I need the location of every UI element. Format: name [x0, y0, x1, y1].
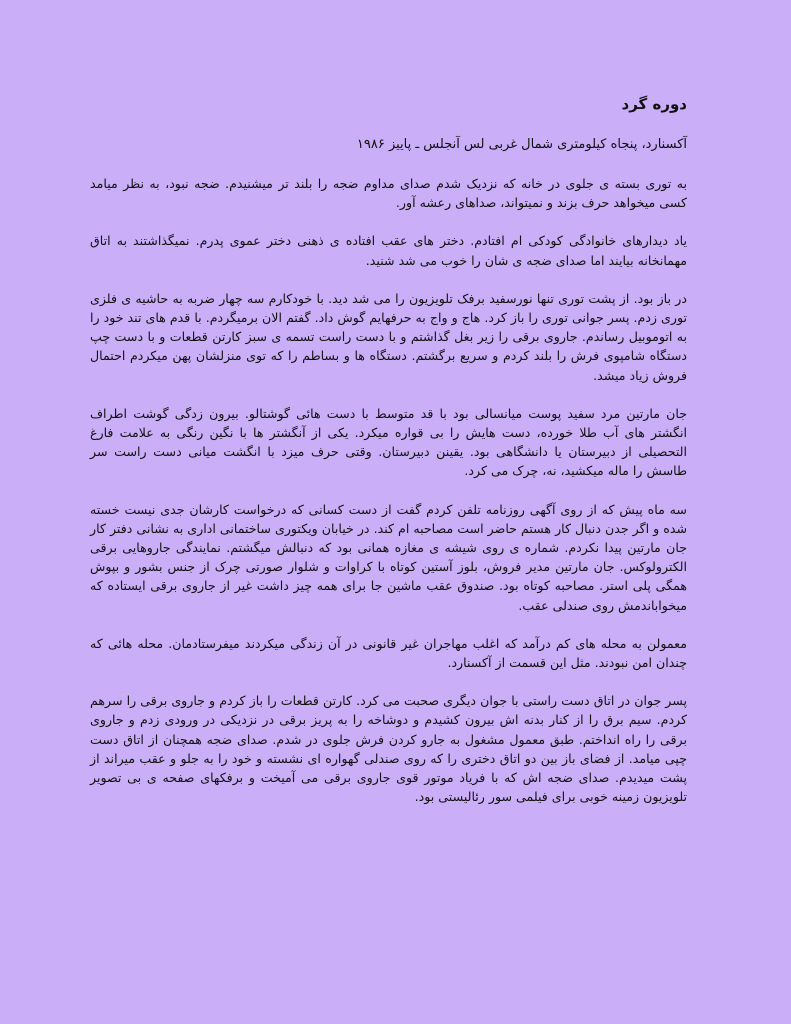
- paragraph-5: سه ماه پیش که از روی آگهی روزنامه تلفن کردم گفت از دست کسانی که درخواست کارشان جدی نیست خسته شده و اگر جدن دنبال کار هستم حاضر است مصاحبه ام کند. در خیابان ویکتوری ساختمانی اداری به نشانی دفتر کار جان مارتین پیدا نکردم. شماره ی روی شیشه ی مغازه همانی بود که دنبالش میگشتم. نمایندگی جاروهایی برقی الکترولوکس. جان مارتین مدیر فروش، بلوز آستین کوتاه با کراوات و شلوار صورتی چرک از جنس بشور و بپوش همگی پلی استر. مصاحبه کوتاه بود. صندوق عقب ماشین جا برای همه چیز داشت غیر از جاروی برقی ایستاده که میخواباندمش روی صندلی عقب.: [90, 501, 687, 613]
- paragraph-1: به توری بسته ی جلوی در خانه که نزدیک شدم صدای مداوم ضجه را بلند تر میشنیدم. ضجه نبود، به نظر میامد کسی میخواهد حرف بزند و نمیتواند، صداهای رعشه آور.: [90, 176, 687, 211]
- paragraph-7: پسر جوان در اتاق دست راستی با جوان دیگری صحبت می کرد. کارتن قطعات را باز کردم و جاروی برقی را سرهم کردم. سیم برق را از کنار بدنه اش بیرون کشیدم و دوشاخه را به پریز برقی در نزدیکی در ورودی زدم و جاروی برقی را راه انداختم. طبق معمول مشغول به جارو کردن فرش جلوی در شدم. صدای ضجه همچنان از اتاق دست چپی میامد. از فضای باز بین دو اتاق دختری را که روی صندلی گهواره ای نشسته و خود را به جلو و عقب میراند از پشت میدیدم. صدای ضجه اش که با فریاد موتور قوی جاروی برقی می آمیخت و برفکهای صفحه ی بی تصویر تلویزیون زمینه خوبی برای فیلمی سور رئالیستی بود.: [90, 693, 687, 805]
- paragraph-3: در باز بود. از پشت توری تنها نورسفید برفک تلویزیون را می شد دید. با خودکارم سه چهار ضربه به حاشیه ی فلزی توری زدم. پسر جوانی توری را باز کرد. هاج و واج به حرفهایم گوش داد. گفتم الان برمیگردم. با قدم های تند خود را به اتوموبیل رساندم. جاروی برقی را زیر بغل گذاشتم و با دست راست تسمه ی سبز کارتن قطعات و با دست چپ دستگاه شامپوی فرش را بلند کردم و سریع برگشتم. دستگاه ها و بساطم را که توی منزلشان پهن میکردم احتمال فروش زیاد میشد.: [90, 290, 687, 383]
- paragraph-2: یاد دیدارهای خانوادگی کودکی ام افتادم. دختر های عقب افتاده ی ذهنی دختر عموی پدرم. نمیگذاشتند به اتاق مهمانخانه بیایند اما صدای ضجه ی شان را خوب می شد شنید.: [90, 233, 687, 268]
- story-title: دوره گرد: [621, 95, 687, 113]
- story-location-dateline: آکسنارد، پنجاه کیلومتری شمال غربی لس آنجلس ـ پاییز ۱۹۸۶: [356, 137, 687, 152]
- paragraph-6: معمولن به محله های کم درآمد که اغلب مهاجران غیر قانونی در آن زندگی میکردند میفرستادمان. محله هائی که چندان امن نبودند. مثل این قسمت از آکسنارد.: [90, 635, 687, 671]
- paragraph-4: جان مارتین مرد سفید پوست میانسالی بود با قد متوسط با دست هائی گوشتالو. بیرون زدگی گوشت اطراف انگشتر های آب طلا خورده، دست هایش را بی قواره میکرد. یکی از آنگشتر ها با نگین رنگی به علامت فارغ التحصیلی از دبیرستان یا دانشگاهی بود. یقینن دبیرستان. وقتی حرف میزد با انگشت میانی دست راست سر طاسش را ماله میکشید، نه، چرک می کرد.: [90, 405, 687, 479]
